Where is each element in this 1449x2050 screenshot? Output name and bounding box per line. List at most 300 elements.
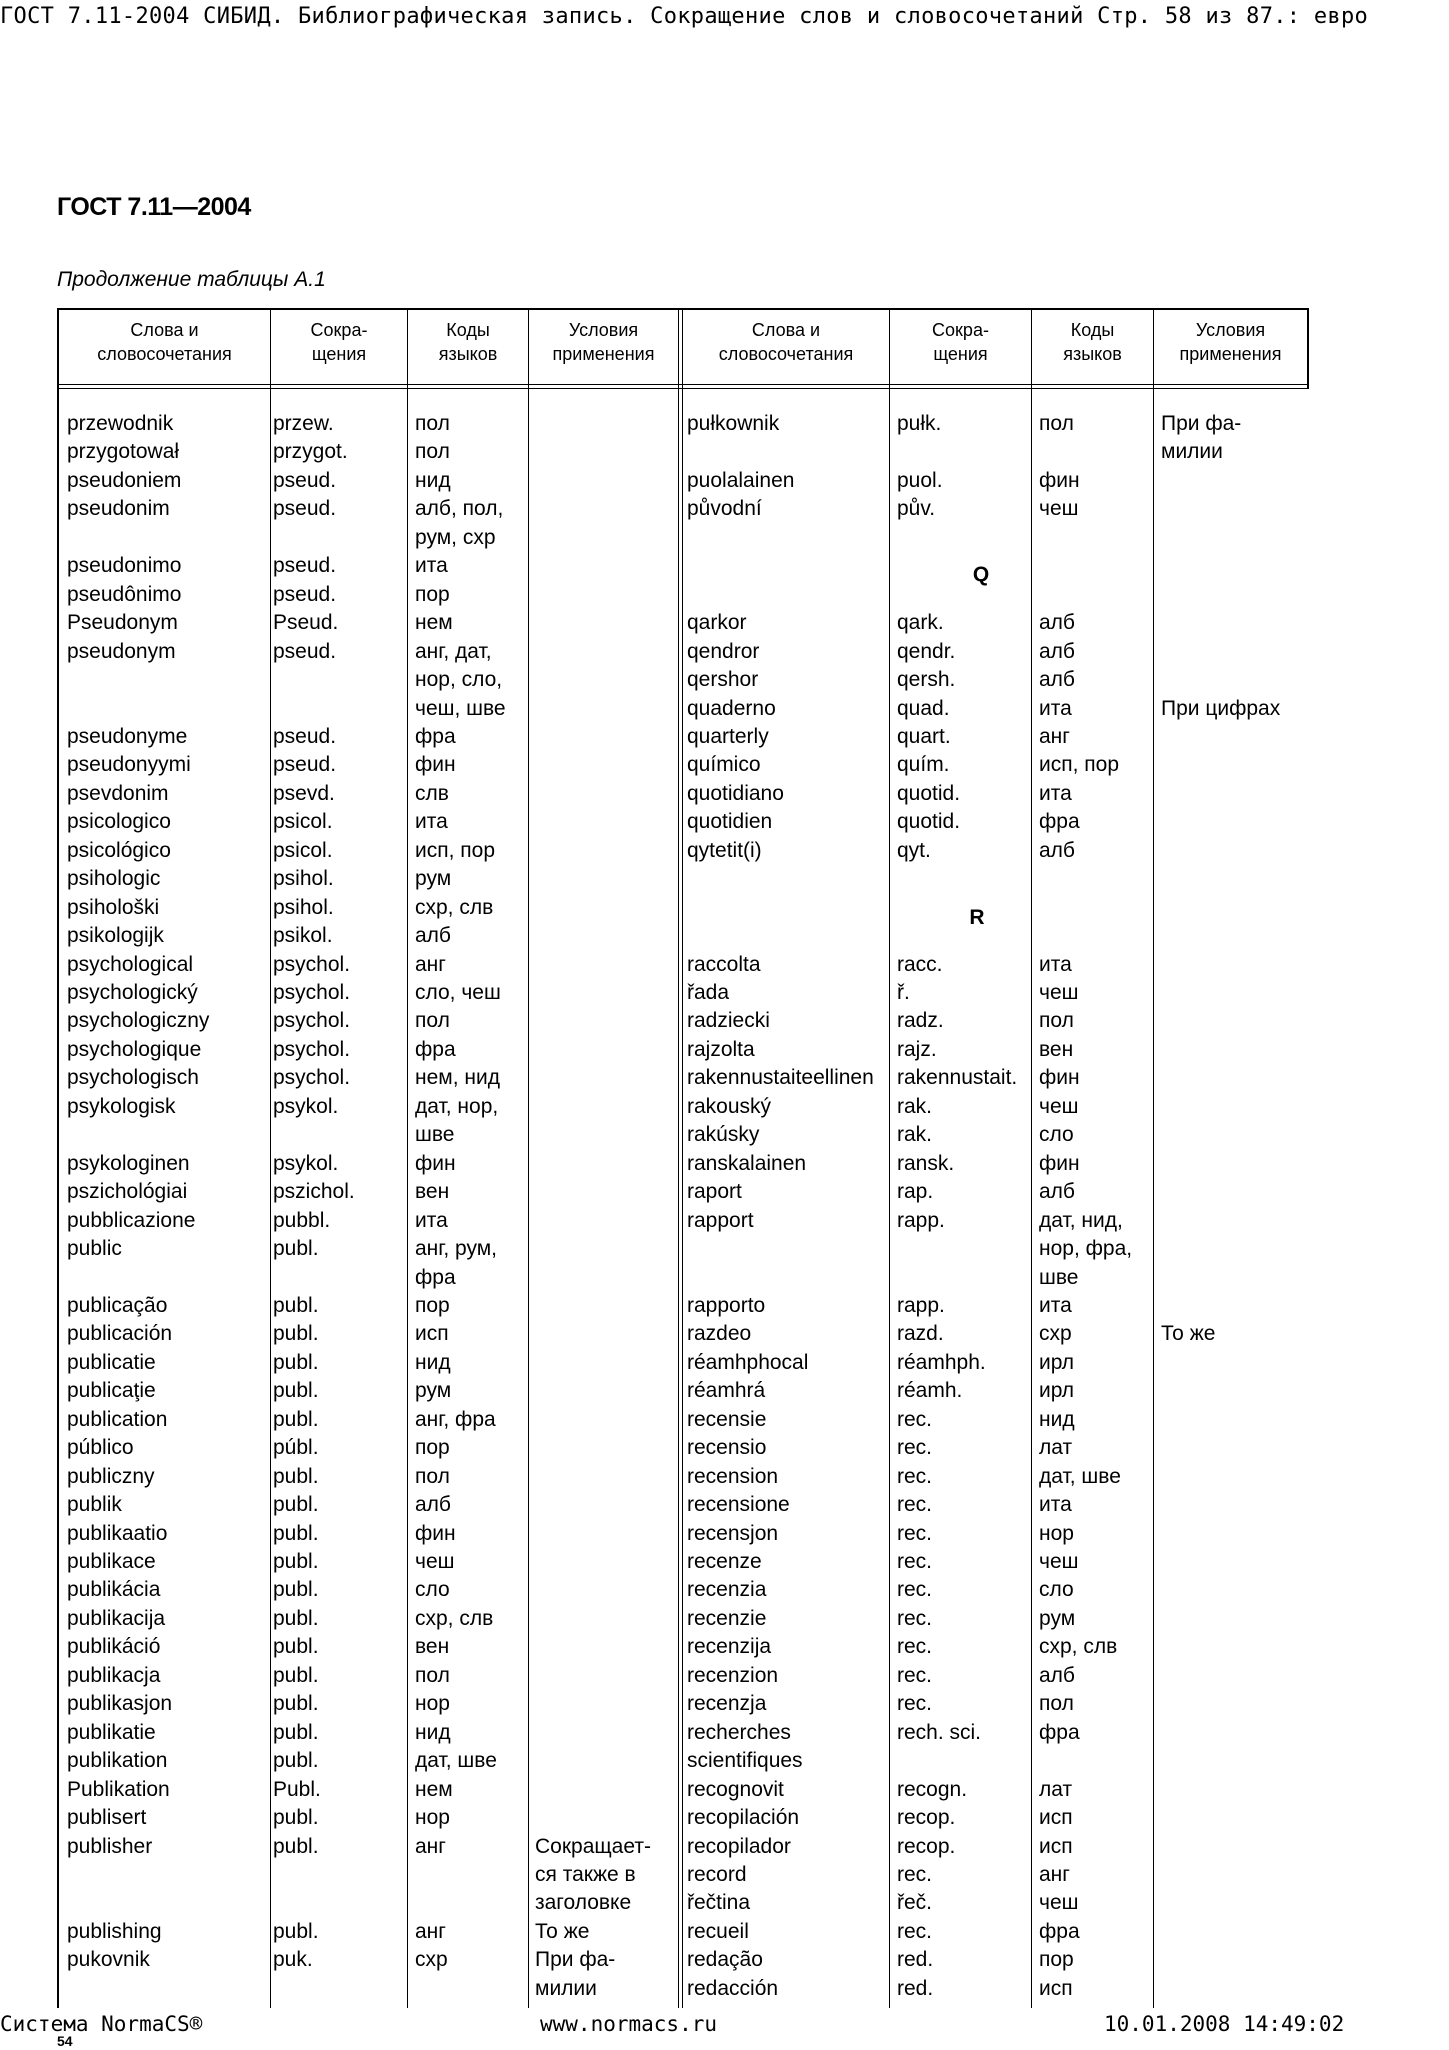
table-row [57,1605,1309,1633]
right-word-cell: recenzion [687,1663,779,1687]
table-row [57,808,1309,836]
right-abbr-cell: recop. [897,1834,956,1858]
left-conditions-cell: То же [535,1919,590,1943]
right-codes-cell: алб [1039,1663,1075,1687]
left-abbr-cell: publ. [273,1749,319,1773]
left-codes-cell: ита [415,810,448,834]
right-word-cell: scientifiques [687,1749,803,1773]
right-word-cell: razdeo [687,1322,752,1346]
left-word-cell: Pseudonym [67,611,178,635]
left-word-cell: psihološki [67,895,160,919]
header-abbr-left: Сокра- щения [310,320,368,364]
left-abbr-cell: psykol. [273,1094,339,1118]
left-word-cell: publicaţie [67,1379,156,1403]
table-row [57,1861,1309,1889]
left-abbr-cell: Pseud. [273,611,339,635]
left-codes-cell: слв [415,781,449,805]
left-codes-cell: анг [415,952,446,976]
right-word-cell: recension [687,1464,779,1488]
left-codes-cell: дат, нор, [415,1094,499,1118]
left-codes-cell: исп, пор [415,838,496,862]
left-codes-cell: фин [415,1521,456,1545]
left-codes-cell: сло, чеш [415,981,501,1004]
left-word-cell: pseudoniem [67,468,182,492]
right-word-cell: původní [687,497,762,521]
left-abbr-cell: psykol. [273,1151,339,1175]
left-codes-cell: шве [415,1123,455,1147]
left-codes-cell: пол [415,1009,450,1033]
right-word-cell: raccolta [687,952,761,976]
right-codes-cell: рум [1039,1606,1076,1630]
table-row [57,1975,1309,2003]
left-abbr-cell: publ. [273,1692,319,1716]
right-word-cell: recopilación [687,1806,800,1830]
left-abbr-cell: pseud. [273,753,337,777]
left-abbr-cell: psevd. [273,781,335,805]
left-abbr-cell: Publ. [273,1777,321,1801]
left-codes-cell: пор [415,1293,450,1317]
footer-site: www.normacs.ru [540,2012,718,2036]
left-abbr-cell: psychol. [273,1009,351,1033]
right-codes-cell: фра [1039,1720,1080,1744]
right-abbr-cell: rec. [897,1464,933,1488]
table-row [57,1178,1309,1206]
table-row [57,1349,1309,1377]
header-conditions-left: Условия применения [552,320,655,364]
right-abbr-cell: pův. [897,497,936,521]
right-codes-cell: ита [1039,781,1072,805]
right-codes-cell: пол [1039,1692,1074,1716]
right-codes-cell: нор, фра, [1039,1237,1133,1261]
right-word-cell: qershor [687,668,759,692]
left-word-cell: psevdonim [67,781,169,805]
left-abbr-cell: pszichol. [273,1180,355,1204]
right-abbr-cell: rak. [897,1094,933,1118]
left-word-cell: publication [67,1407,168,1431]
left-word-cell: psychologique [67,1037,202,1061]
right-abbr-cell: rec. [897,1692,933,1716]
left-abbr-cell: publ. [273,1493,319,1517]
left-word-cell: public [67,1237,122,1261]
header-abbr-right: Сокра- щения [932,320,989,364]
left-word-cell: psicológico [67,838,171,862]
right-codes-cell: схр [1039,1322,1072,1346]
left-word-cell: psykologisk [67,1094,176,1118]
left-word-cell: psicologico [67,810,171,834]
header-codes-left: Коды языков [438,320,498,364]
right-codes-cell: исп [1039,1806,1073,1830]
right-word-cell: rapporto [687,1293,766,1317]
left-word-cell: psykologinen [67,1151,190,1175]
right-abbr-cell: razd. [897,1322,944,1346]
table-row [57,1491,1309,1519]
right-word-cell: rakúsky [687,1123,760,1147]
document-title: ГОСТ 7.11—2004 [57,193,251,221]
left-word-cell: przygotował [67,440,180,464]
table-row [57,552,1309,580]
left-codes-cell: нор [415,1692,450,1716]
left-abbr-cell: pseud. [273,497,337,521]
left-abbr-cell: psicol. [273,810,333,834]
right-word-cell: quaderno [687,696,776,720]
left-abbr-cell: publ. [273,1350,319,1374]
right-abbr-cell: radz. [897,1009,944,1033]
left-codes-cell: анг, рум, [415,1237,498,1261]
right-codes-cell: ирл [1039,1350,1074,1374]
right-conditions-cell: То же [1161,1322,1216,1346]
table-row [57,1889,1309,1917]
right-abbr-cell: rec. [897,1578,933,1602]
table-row [57,780,1309,808]
left-codes-cell: вен [415,1180,450,1204]
left-word-cell: publicação [67,1293,168,1317]
left-word-cell: publikacija [67,1606,166,1630]
left-abbr-cell: pubbl. [273,1208,331,1232]
right-codes-cell: ита [1039,952,1072,976]
right-conditions-cell: милии [1161,440,1223,464]
right-codes-cell: ирл [1039,1379,1074,1403]
table-row [57,1093,1309,1121]
left-abbr-cell: publ. [273,1550,319,1573]
table-row [57,1377,1309,1405]
right-abbr-cell: qendr. [897,639,956,663]
left-codes-cell: ита [415,554,448,578]
left-abbr-cell: psikol. [273,924,333,948]
footer-system: Система NormaCS® [0,2012,203,2036]
right-word-cell: recensione [687,1493,790,1517]
right-codes-cell: шве [1039,1265,1079,1289]
page-header: ГОСТ 7.11-2004 СИБИД. Библиографическая запись. Сокращение слов и словосочетаний Стр. 58 из 87.: евро [0,4,1369,29]
right-word-cell: réamhphocal [687,1350,809,1374]
right-codes-cell: чеш [1039,497,1079,521]
right-word-cell: recenzija [687,1635,772,1659]
right-abbr-cell: recop. [897,1806,956,1830]
table-row [57,865,1309,893]
left-word-cell: pseudônimo [67,582,182,606]
right-abbr-cell: rech. sci. [897,1720,982,1744]
left-word-cell: publiczny [67,1464,155,1488]
right-word-cell: recenze [687,1550,762,1573]
left-abbr-cell: publ. [273,1379,319,1403]
left-conditions-cell: Сокращает- [535,1834,651,1858]
left-word-cell: pubblicazione [67,1208,196,1232]
left-word-cell: publikatie [67,1720,156,1744]
left-word-cell: publikaatio [67,1521,168,1545]
left-abbr-cell: publ. [273,1293,319,1317]
right-word-cell: quotidiano [687,781,784,805]
left-abbr-cell: puk. [273,1948,313,1972]
footer-datetime: 10.01.2008 14:49:02 [1104,2012,1345,2036]
left-word-cell: psihologic [67,867,161,891]
left-codes-cell: пол [415,440,450,464]
left-abbr-cell: psychol. [273,1037,351,1061]
right-abbr-cell: rakennustait. [897,1066,1018,1090]
left-codes-cell: схр [415,1948,448,1972]
table-row [57,1036,1309,1064]
right-codes-cell: сло [1039,1578,1074,1602]
page-number: 54 [57,2033,73,2049]
table-row [57,1007,1309,1035]
left-word-cell: psikologijk [67,924,164,948]
left-word-cell: publikacja [67,1663,161,1687]
right-codes-cell: фин [1039,1151,1080,1175]
left-codes-cell: схр, слв [415,1606,494,1630]
right-abbr-cell: puol. [897,468,943,492]
right-codes-cell: исп [1039,1834,1073,1858]
left-word-cell: pszichológiai [67,1180,188,1204]
header-words-right: Слова и словосочетания [718,320,854,364]
table-row [57,1833,1309,1861]
left-codes-cell: алб [415,924,451,948]
left-abbr-cell: publ. [273,1919,319,1943]
left-abbr-cell: publ. [273,1720,319,1744]
left-word-cell: publik [67,1493,122,1517]
table-row [57,581,1309,609]
table-row [57,609,1309,637]
left-word-cell: Publikation [67,1777,170,1801]
left-codes-cell: нид [415,1720,451,1744]
table-row [57,410,1309,438]
right-codes-cell: дат, шве [1039,1464,1121,1488]
left-abbr-cell: publ. [273,1578,319,1602]
table-row [57,1548,1309,1576]
right-word-cell: recueil [687,1919,749,1943]
left-codes-cell: чеш [415,1550,455,1573]
left-abbr-cell: publ. [273,1635,319,1659]
left-word-cell: psychologický [67,981,198,1004]
right-word-cell: qytetit(i) [687,838,762,862]
left-word-cell: pseudonyme [67,724,188,748]
table-row [57,1662,1309,1690]
right-codes-cell: схр, слв [1039,1635,1118,1659]
right-word-cell: recenzie [687,1606,767,1630]
right-codes-cell: алб [1039,838,1075,862]
col-divider-8 [1307,308,1309,388]
left-word-cell: publikasjon [67,1692,173,1716]
right-abbr-cell: qersh. [897,668,956,692]
left-word-cell: psychologiczny [67,1009,210,1033]
right-abbr-cell: rec. [897,1521,933,1545]
right-codes-cell: ита [1039,696,1072,720]
right-abbr-cell: rap. [897,1180,934,1204]
header-bottom-rule-2 [57,388,1309,389]
left-codes-cell: нор [415,1806,450,1830]
left-abbr-cell: pseud. [273,582,337,606]
left-abbr-cell: przygot. [273,440,348,464]
right-word-cell: puolalainen [687,468,795,492]
left-abbr-cell: psihol. [273,895,334,919]
right-conditions-cell: При фа- [1161,412,1242,435]
right-codes-cell: алб [1039,1180,1075,1204]
table-row [57,1434,1309,1462]
left-codes-cell: анг [415,1834,446,1858]
left-codes-cell: алб, пол, [415,497,504,521]
table-row [57,723,1309,751]
right-codes-cell: вен [1039,1037,1074,1061]
left-word-cell: psychologisch [67,1066,199,1090]
table-row [57,1463,1309,1491]
right-codes-cell: фра [1039,1919,1080,1943]
left-word-cell: publicatie [67,1350,156,1374]
left-abbr-cell: psihol. [273,867,334,891]
table-row [57,1207,1309,1235]
table-row [57,979,1309,1007]
right-abbr-cell: réamhph. [897,1350,986,1374]
table-row [57,666,1309,694]
right-word-cell: recherches [687,1720,791,1744]
left-abbr-cell: pseud. [273,554,337,578]
left-abbr-cell: pseud. [273,639,337,663]
right-abbr-cell: řeč. [897,1891,933,1915]
right-word-cell: redação [687,1948,763,1972]
table-row [57,1804,1309,1832]
right-abbr-cell: rec. [897,1550,933,1573]
section-letter-r: R [969,906,985,929]
left-codes-cell: схр, слв [415,895,494,919]
right-word-cell: recenzia [687,1578,767,1602]
right-codes-cell: пор [1039,1948,1074,1972]
left-word-cell: pseudonimo [67,554,182,578]
table-row [57,1719,1309,1747]
right-word-cell: radziecki [687,1009,770,1033]
right-abbr-cell: rec. [897,1493,933,1517]
right-word-cell: řada [687,981,730,1004]
right-codes-cell: фин [1039,468,1080,492]
left-abbr-cell: publ. [273,1834,319,1858]
table-row [57,1150,1309,1178]
right-codes-cell: сло [1039,1123,1074,1147]
left-codes-cell: исп [415,1322,449,1346]
right-abbr-cell: rec. [897,1862,933,1886]
right-codes-cell: дат, нид, [1039,1208,1123,1232]
right-codes-cell: алб [1039,668,1075,692]
table-row [57,1747,1309,1775]
right-word-cell: pułkownik [687,412,780,435]
right-codes-cell: чеш [1039,981,1079,1004]
left-abbr-cell: pseud. [273,724,337,748]
right-word-cell: qarkor [687,611,747,635]
left-abbr-cell: publ. [273,1407,319,1431]
left-codes-cell: чеш, шве [415,696,506,720]
right-word-cell: quotidien [687,810,773,834]
left-codes-cell: пол [415,412,450,435]
table-row [57,894,1309,922]
right-word-cell: recensio [687,1436,767,1460]
left-abbr-cell: publ. [273,1237,319,1261]
left-codes-cell: нем [415,611,453,635]
right-codes-cell: нор [1039,1521,1074,1545]
right-word-cell: raport [687,1180,742,1204]
right-abbr-cell: réamh. [897,1379,963,1403]
left-word-cell: psychological [67,952,194,976]
right-abbr-cell: rak. [897,1123,933,1147]
right-word-cell: record [687,1862,747,1886]
left-codes-cell: фин [415,753,456,777]
left-word-cell: przewodnik [67,412,174,435]
table-row [57,837,1309,865]
left-abbr-cell: psicol. [273,838,333,862]
left-codes-cell: нид [415,468,451,492]
table-row [57,1292,1309,1320]
table-row [57,922,1309,950]
header-conditions-right: Условия применения [1179,320,1282,364]
left-word-cell: publikáció [67,1635,161,1659]
right-word-cell: qendror [687,639,760,663]
left-codes-cell: дат, шве [415,1749,497,1773]
right-abbr-cell: quad. [897,696,950,720]
left-word-cell: pseudonym [67,639,176,663]
right-word-cell: rakennustaiteellinen [687,1066,874,1090]
right-abbr-cell: ransk. [897,1151,955,1175]
right-word-cell: recensjon [687,1521,779,1545]
right-abbr-cell: rec. [897,1436,933,1460]
table-row [57,1690,1309,1718]
left-abbr-cell: psychol. [273,1066,351,1090]
table-row [57,1406,1309,1434]
left-abbr-cell: psychol. [273,981,351,1004]
table-row [57,438,1309,466]
right-abbr-cell: rapp. [897,1208,945,1232]
left-word-cell: publikation [67,1749,168,1773]
right-word-cell: rakouský [687,1094,772,1118]
left-conditions-cell: ся также в [535,1862,636,1886]
left-codes-cell: нид [415,1350,451,1374]
left-conditions-cell: милии [535,1976,597,2000]
left-conditions-cell: заголовке [535,1891,632,1915]
right-codes-cell: пол [1039,1009,1074,1033]
right-word-cell: recopilador [687,1834,791,1858]
section-letter-q: Q [972,563,990,586]
left-codes-cell: нем [415,1777,453,1801]
right-codes-cell: алб [1039,611,1075,635]
left-codes-cell: пор [415,582,450,606]
left-codes-cell: ита [415,1208,448,1232]
table-caption: Продолжение таблицы А.1 [57,268,326,291]
table-row [57,1320,1309,1348]
left-abbr-cell: publ. [273,1663,319,1687]
left-codes-cell: пор [415,1436,450,1460]
right-abbr-cell: rec. [897,1663,933,1687]
table-row [57,1946,1309,1974]
left-abbr-cell: publ. [273,1606,319,1630]
right-word-cell: recensie [687,1407,767,1431]
right-abbr-cell: red. [897,1948,934,1972]
table-row [57,495,1309,523]
right-codes-cell: лат [1039,1436,1073,1460]
left-abbr-cell: publ. [273,1806,319,1830]
right-codes-cell: нид [1039,1407,1075,1431]
left-word-cell: publicación [67,1322,173,1346]
right-codes-cell: ита [1039,1493,1072,1517]
table-row [57,1064,1309,1092]
right-abbr-cell: rec. [897,1606,933,1630]
right-codes-cell: анг [1039,1862,1070,1886]
left-codes-cell: пол [415,1663,450,1687]
right-word-cell: redacción [687,1976,779,2000]
left-codes-cell: фра [415,1037,456,1061]
left-codes-cell: нор, сло, [415,668,503,692]
right-abbr-cell: racc. [897,952,943,976]
right-codes-cell: ита [1039,1293,1072,1317]
table-row [57,751,1309,779]
left-abbr-cell: públ. [273,1436,319,1460]
right-word-cell: ranskalainen [687,1151,807,1175]
table-row [57,1776,1309,1804]
right-abbr-cell: rapp. [897,1293,945,1317]
right-word-cell: químico [687,753,761,777]
right-abbr-cell: recogn. [897,1777,968,1801]
right-word-cell: quarterly [687,724,769,748]
